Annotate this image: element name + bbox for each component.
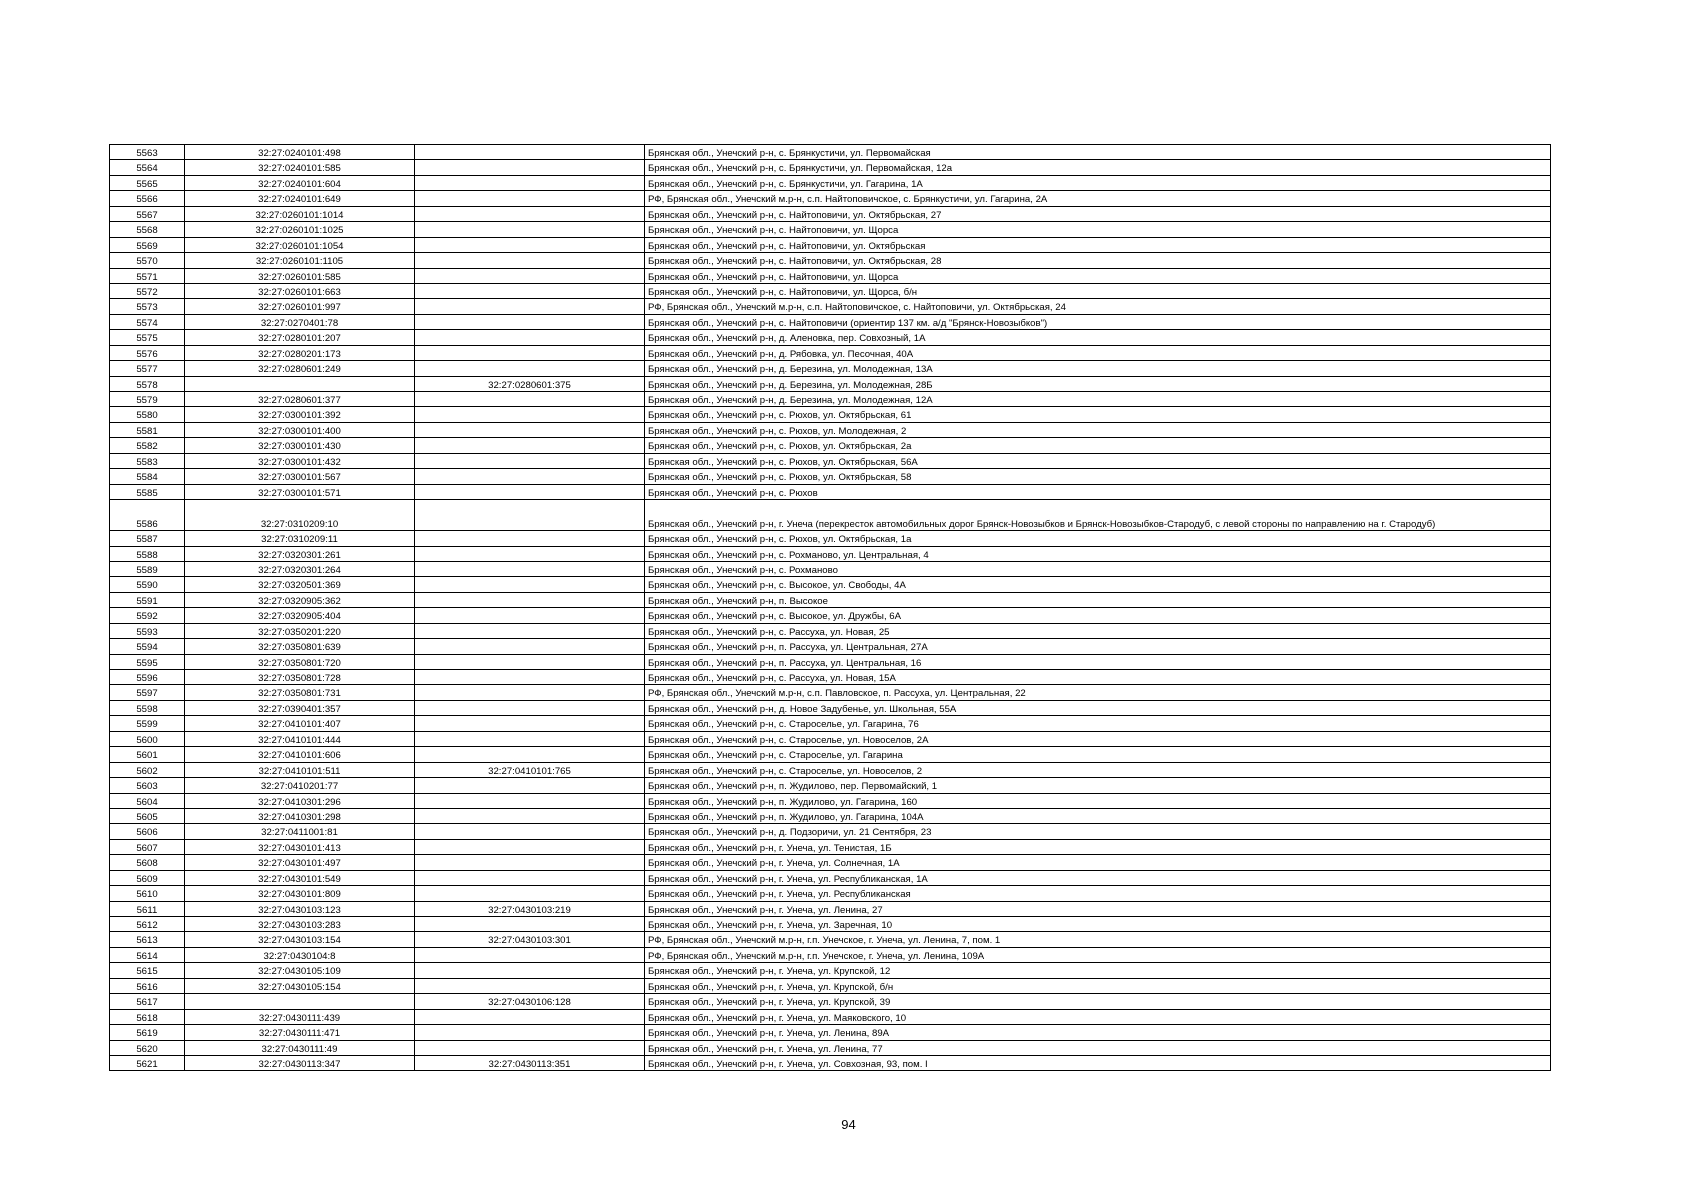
cadastral-number-cell: 32:27:0430111:49 xyxy=(185,1040,415,1055)
address-cell: Брянская обл., Унечский р-н, г. Унеча, ул. Заречная, 10 xyxy=(645,917,1551,932)
address-cell: Брянская обл., Унечский р-н, с. Староселье, ул. Новоселов, 2А xyxy=(645,731,1551,746)
cadastral-number-cell: 32:27:0300101:430 xyxy=(185,438,415,453)
address-cell: Брянская обл., Унечский р-н, п. Жудилово, ул. Гагарина, 160 xyxy=(645,793,1551,808)
table-row xyxy=(110,299,1551,314)
row-number-cell: 5608 xyxy=(110,855,185,870)
row-number-cell: 5576 xyxy=(110,345,185,360)
secondary-cadastral-cell xyxy=(415,1009,645,1024)
cadastral-number-cell: 32:27:0410201:77 xyxy=(185,778,415,793)
table-row xyxy=(110,716,1551,731)
table-row xyxy=(110,839,1551,854)
secondary-cadastral-cell xyxy=(415,438,645,453)
row-number-cell: 5573 xyxy=(110,299,185,314)
cadastral-number-cell: 32:27:0430104:8 xyxy=(185,947,415,962)
row-number-cell: 5567 xyxy=(110,206,185,221)
cadastral-number-cell: 32:27:0410101:606 xyxy=(185,747,415,762)
address-cell: Брянская обл., Унечский р-н, с. Рюхов xyxy=(645,484,1551,499)
cadastral-number-cell: 32:27:0300101:432 xyxy=(185,453,415,468)
address-cell: Брянская обл., Унечский р-н, г. Унеча, ул. Республиканская, 1А xyxy=(645,870,1551,885)
table-row xyxy=(110,531,1551,546)
cadastral-number-cell: 32:27:0300101:567 xyxy=(185,469,415,484)
address-cell: Брянская обл., Унечский р-н, д. Новое Задубенье, ул. Школьная, 55А xyxy=(645,700,1551,715)
cadastral-number-cell: 32:27:0310209:11 xyxy=(185,531,415,546)
row-number-cell: 5598 xyxy=(110,700,185,715)
row-number-cell: 5580 xyxy=(110,407,185,422)
table-row xyxy=(110,824,1551,839)
cadastral-number-cell: 32:27:0280101:207 xyxy=(185,330,415,345)
table-row xyxy=(110,855,1551,870)
table-row xyxy=(110,762,1551,777)
cadastral-number-cell: 32:27:0430101:549 xyxy=(185,870,415,885)
cadastral-number-cell: 32:27:0410101:511 xyxy=(185,762,415,777)
table-row xyxy=(110,392,1551,407)
address-cell: Брянская обл., Унечский р-н, д. Березина, ул. Молодежная, 13А xyxy=(645,361,1551,376)
row-number-cell: 5582 xyxy=(110,438,185,453)
table-row xyxy=(110,561,1551,576)
table-row xyxy=(110,407,1551,422)
address-cell: Брянская обл., Унечский р-н, с. Староселье, ул. Новоселов, 2 xyxy=(645,762,1551,777)
secondary-cadastral-cell xyxy=(415,608,645,623)
address-cell: Брянская обл., Унечский р-н, г. Унеча, ул. Крупской, 12 xyxy=(645,963,1551,978)
address-cell: Брянская обл., Унечский р-н, д. Рябовка, ул. Песочная, 40А xyxy=(645,345,1551,360)
table-row xyxy=(110,145,1551,160)
secondary-cadastral-cell xyxy=(415,978,645,993)
table-row xyxy=(110,577,1551,592)
address-cell: Брянская обл., Унечский р-н, д. Березина, ул. Молодежная, 12А xyxy=(645,392,1551,407)
address-cell: Брянская обл., Унечский р-н, с. Староселье, ул. Гагарина, 76 xyxy=(645,716,1551,731)
cadastral-number-cell: 32:27:0300101:571 xyxy=(185,484,415,499)
secondary-cadastral-cell xyxy=(415,392,645,407)
secondary-cadastral-cell xyxy=(415,500,645,531)
address-cell: Брянская обл., Унечский р-н, с. Высокое, ул. Свободы, 4А xyxy=(645,577,1551,592)
address-cell: Брянская обл., Унечский р-н, с. Рохманово, ул. Центральная, 4 xyxy=(645,546,1551,561)
address-cell: Брянская обл., Унечский р-н, д. Березина, ул. Молодежная, 28Б xyxy=(645,376,1551,391)
address-cell: Брянская обл., Унечский р-н, с. Рюхов, ул. Октябрьская, 1а xyxy=(645,531,1551,546)
row-number-cell: 5618 xyxy=(110,1009,185,1024)
table-row xyxy=(110,592,1551,607)
row-number-cell: 5569 xyxy=(110,237,185,252)
address-cell: Брянская обл., Унечский р-н, д. Подзоричи, ул. 21 Сентября, 23 xyxy=(645,824,1551,839)
cadastral-number-cell: 32:27:0430103:283 xyxy=(185,917,415,932)
cadastral-number-cell: 32:27:0430103:154 xyxy=(185,932,415,947)
cadastral-number-cell: 32:27:0430101:497 xyxy=(185,855,415,870)
cadastral-number-cell: 32:27:0410301:296 xyxy=(185,793,415,808)
cadastral-number-cell: 32:27:0320301:264 xyxy=(185,561,415,576)
secondary-cadastral-cell xyxy=(415,299,645,314)
secondary-cadastral-cell xyxy=(415,654,645,669)
row-number-cell: 5596 xyxy=(110,670,185,685)
secondary-cadastral-cell xyxy=(415,700,645,715)
address-cell: Брянская обл., Унечский р-н, с. Брянкустичи, ул. Первомайская, 12а xyxy=(645,160,1551,175)
row-number-cell: 5570 xyxy=(110,253,185,268)
secondary-cadastral-cell xyxy=(415,283,645,298)
address-cell: Брянская обл., Унечский р-н, с. Найтоповичи, ул. Октябрьская, 28 xyxy=(645,253,1551,268)
secondary-cadastral-cell: 32:27:0430106:128 xyxy=(415,994,645,1009)
address-cell: Брянская обл., Унечский р-н, с. Найтоповичи, ул. Щорса, б/н xyxy=(645,283,1551,298)
row-number-cell: 5572 xyxy=(110,283,185,298)
row-number-cell: 5621 xyxy=(110,1055,185,1070)
secondary-cadastral-cell xyxy=(415,917,645,932)
table-row xyxy=(110,345,1551,360)
row-number-cell: 5592 xyxy=(110,608,185,623)
address-cell: Брянская обл., Унечский р-н, г. Унеча, ул. Крупской, 39 xyxy=(645,994,1551,1009)
table-row xyxy=(110,870,1551,885)
table-row xyxy=(110,1055,1551,1070)
row-number-cell: 5571 xyxy=(110,268,185,283)
table-row xyxy=(110,608,1551,623)
secondary-cadastral-cell xyxy=(415,855,645,870)
row-number-cell: 5588 xyxy=(110,546,185,561)
row-number-cell: 5616 xyxy=(110,978,185,993)
address-cell: РФ, Брянская обл., Унечский м.р-н, г.п. Унечское, г. Унеча, ул. Ленина, 7, пом. 1 xyxy=(645,932,1551,947)
cadastral-number-cell: 32:27:0320501:369 xyxy=(185,577,415,592)
secondary-cadastral-cell: 32:27:0430103:301 xyxy=(415,932,645,947)
table-row xyxy=(110,886,1551,901)
row-number-cell: 5605 xyxy=(110,808,185,823)
address-cell: Брянская обл., Унечский р-н, г. Унеча, ул. Ленина, 77 xyxy=(645,1040,1551,1055)
row-number-cell: 5581 xyxy=(110,422,185,437)
table-row xyxy=(110,700,1551,715)
cadastral-number-cell: 32:27:0430111:439 xyxy=(185,1009,415,1024)
table-row xyxy=(110,222,1551,237)
row-number-cell: 5568 xyxy=(110,222,185,237)
secondary-cadastral-cell xyxy=(415,685,645,700)
row-number-cell: 5607 xyxy=(110,839,185,854)
table-row xyxy=(110,917,1551,932)
secondary-cadastral-cell xyxy=(415,778,645,793)
address-cell: Брянская обл., Унечский р-н, г. Унеча, ул. Маяковского, 10 xyxy=(645,1009,1551,1024)
table-row xyxy=(110,422,1551,437)
row-number-cell: 5565 xyxy=(110,175,185,190)
secondary-cadastral-cell xyxy=(415,407,645,422)
row-number-cell: 5590 xyxy=(110,577,185,592)
cadastral-number-cell: 32:27:0300101:392 xyxy=(185,407,415,422)
table-row xyxy=(110,947,1551,962)
secondary-cadastral-cell xyxy=(415,237,645,252)
secondary-cadastral-cell xyxy=(415,145,645,160)
cadastral-number-cell: 32:27:0350801:639 xyxy=(185,639,415,654)
secondary-cadastral-cell xyxy=(415,206,645,221)
secondary-cadastral-cell xyxy=(415,808,645,823)
table-row xyxy=(110,901,1551,916)
cadastral-number-cell: 32:27:0430105:109 xyxy=(185,963,415,978)
secondary-cadastral-cell xyxy=(415,330,645,345)
cadastral-number-cell: 32:27:0410101:444 xyxy=(185,731,415,746)
cadastral-number-cell: 32:27:0260101:1025 xyxy=(185,222,415,237)
cadastral-number-cell: 32:27:0240101:649 xyxy=(185,191,415,206)
row-number-cell: 5611 xyxy=(110,901,185,916)
secondary-cadastral-cell xyxy=(415,670,645,685)
cadastral-number-cell xyxy=(185,376,415,391)
address-cell: Брянская обл., Унечский р-н, п. Рассуха, ул. Центральная, 27А xyxy=(645,639,1551,654)
row-number-cell: 5615 xyxy=(110,963,185,978)
address-cell: Брянская обл., Унечский р-н, с. Староселье, ул. Гагарина xyxy=(645,747,1551,762)
table-row xyxy=(110,963,1551,978)
row-number-cell: 5564 xyxy=(110,160,185,175)
secondary-cadastral-cell xyxy=(415,747,645,762)
secondary-cadastral-cell xyxy=(415,469,645,484)
address-cell: РФ, Брянская обл., Унечский м.р-н, с.п. Найтоповичское, с. Найтоповичи, ул. Октябрьская, 24 xyxy=(645,299,1551,314)
row-number-cell: 5610 xyxy=(110,886,185,901)
cadastral-number-cell: 32:27:0300101:400 xyxy=(185,422,415,437)
address-cell: Брянская обл., Унечский р-н, с. Рюхов, ул. Октябрьская, 2а xyxy=(645,438,1551,453)
address-cell: Брянская обл., Унечский р-н, с. Рюхов, ул. Молодежная, 2 xyxy=(645,422,1551,437)
secondary-cadastral-cell xyxy=(415,870,645,885)
table-row xyxy=(110,778,1551,793)
secondary-cadastral-cell xyxy=(415,361,645,376)
secondary-cadastral-cell xyxy=(415,268,645,283)
secondary-cadastral-cell xyxy=(415,422,645,437)
table-row xyxy=(110,731,1551,746)
table-row xyxy=(110,793,1551,808)
row-number-cell: 5619 xyxy=(110,1025,185,1040)
address-cell: Брянская обл., Унечский р-н, с. Найтоповичи (ориентир 137 км. а/д "Брянск-Новозыбков") xyxy=(645,314,1551,329)
address-cell: Брянская обл., Унечский р-н, с. Найтоповичи, ул. Щорса xyxy=(645,268,1551,283)
address-cell: Брянская обл., Унечский р-н, с. Брянкустичи, ул. Первомайская xyxy=(645,145,1551,160)
secondary-cadastral-cell xyxy=(415,253,645,268)
secondary-cadastral-cell xyxy=(415,345,645,360)
cadastral-number-cell: 32:27:0310209:10 xyxy=(185,500,415,531)
address-cell: Брянская обл., Унечский р-н, г. Унеча, ул. Ленина, 27 xyxy=(645,901,1551,916)
table-row xyxy=(110,438,1551,453)
table-row xyxy=(110,484,1551,499)
table-row xyxy=(110,283,1551,298)
secondary-cadastral-cell xyxy=(415,160,645,175)
table-row xyxy=(110,160,1551,175)
cadastral-number-cell: 32:27:0350801:731 xyxy=(185,685,415,700)
table-row xyxy=(110,175,1551,190)
row-number-cell: 5589 xyxy=(110,561,185,576)
address-cell: Брянская обл., Унечский р-н, г. Унеча, ул. Ленина, 89А xyxy=(645,1025,1551,1040)
cadastral-number-cell: 32:27:0260101:997 xyxy=(185,299,415,314)
secondary-cadastral-cell: 32:27:0430113:351 xyxy=(415,1055,645,1070)
row-number-cell: 5609 xyxy=(110,870,185,885)
table-row xyxy=(110,978,1551,993)
row-number-cell: 5587 xyxy=(110,531,185,546)
secondary-cadastral-cell xyxy=(415,561,645,576)
address-cell: Брянская обл., Унечский р-н, с. Рассуха, ул. Новая, 25 xyxy=(645,623,1551,638)
address-cell: Брянская обл., Унечский р-н, п. Жудилово, ул. Гагарина, 104А xyxy=(645,808,1551,823)
row-number-cell: 5566 xyxy=(110,191,185,206)
address-cell: Брянская обл., Унечский р-н, с. Рохманово xyxy=(645,561,1551,576)
row-number-cell: 5586 xyxy=(110,500,185,531)
address-cell: Брянская обл., Унечский р-н, с. Найтоповичи, ул. Октябрьская xyxy=(645,237,1551,252)
cadastral-number-cell: 32:27:0430111:471 xyxy=(185,1025,415,1040)
address-cell: Брянская обл., Унечский р-н, г. Унеча, ул. Тенистая, 1Б xyxy=(645,839,1551,854)
cadastral-number-cell: 32:27:0280601:249 xyxy=(185,361,415,376)
address-cell: Брянская обл., Унечский р-н, с. Найтоповичи, ул. Щорса xyxy=(645,222,1551,237)
secondary-cadastral-cell xyxy=(415,577,645,592)
table-row xyxy=(110,500,1551,531)
row-number-cell: 5585 xyxy=(110,484,185,499)
cadastral-number-cell: 32:27:0260101:663 xyxy=(185,283,415,298)
address-cell: Брянская обл., Унечский р-н, с. Брянкустичи, ул. Гагарина, 1А xyxy=(645,175,1551,190)
secondary-cadastral-cell xyxy=(415,453,645,468)
row-number-cell: 5591 xyxy=(110,592,185,607)
table-row xyxy=(110,1040,1551,1055)
row-number-cell: 5599 xyxy=(110,716,185,731)
address-cell: Брянская обл., Унечский р-н, с. Высокое, ул. Дружбы, 6А xyxy=(645,608,1551,623)
row-number-cell: 5563 xyxy=(110,145,185,160)
secondary-cadastral-cell: 32:27:0410101:765 xyxy=(415,762,645,777)
registry-table-body xyxy=(110,145,1551,1071)
address-cell: Брянская обл., Унечский р-н, с. Найтоповичи, ул. Октябрьская, 27 xyxy=(645,206,1551,221)
address-cell: Брянская обл., Унечский р-н, д. Аленовка, пер. Совхозный, 1А xyxy=(645,330,1551,345)
row-number-cell: 5603 xyxy=(110,778,185,793)
cadastral-number-cell: 32:27:0390401:357 xyxy=(185,700,415,715)
secondary-cadastral-cell xyxy=(415,592,645,607)
table-row xyxy=(110,237,1551,252)
table-row xyxy=(110,670,1551,685)
secondary-cadastral-cell xyxy=(415,716,645,731)
secondary-cadastral-cell xyxy=(415,839,645,854)
secondary-cadastral-cell xyxy=(415,175,645,190)
address-cell: Брянская обл., Унечский р-н, г. Унеча, ул. Крупской, б/н xyxy=(645,978,1551,993)
cadastral-number-cell xyxy=(185,994,415,1009)
row-number-cell: 5593 xyxy=(110,623,185,638)
page-number: 94 xyxy=(841,1117,856,1132)
cadastral-number-cell: 32:27:0350201:220 xyxy=(185,623,415,638)
secondary-cadastral-cell xyxy=(415,963,645,978)
secondary-cadastral-cell: 32:27:0280601:375 xyxy=(415,376,645,391)
table-row xyxy=(110,268,1551,283)
row-number-cell: 5578 xyxy=(110,376,185,391)
table-row xyxy=(110,623,1551,638)
row-number-cell: 5620 xyxy=(110,1040,185,1055)
table-row xyxy=(110,206,1551,221)
table-row xyxy=(110,469,1551,484)
cadastral-number-cell: 32:27:0430105:154 xyxy=(185,978,415,993)
cadastral-number-cell: 32:27:0260101:1054 xyxy=(185,237,415,252)
row-number-cell: 5606 xyxy=(110,824,185,839)
secondary-cadastral-cell xyxy=(415,531,645,546)
cadastral-number-cell: 32:27:0430101:809 xyxy=(185,886,415,901)
address-cell: Брянская обл., Унечский р-н, с. Рюхов, ул. Октябрьская, 61 xyxy=(645,407,1551,422)
cadastral-number-cell: 32:27:0430103:123 xyxy=(185,901,415,916)
cadastral-number-cell: 32:27:0260101:1014 xyxy=(185,206,415,221)
table-row xyxy=(110,747,1551,762)
row-number-cell: 5602 xyxy=(110,762,185,777)
row-number-cell: 5579 xyxy=(110,392,185,407)
address-cell: РФ, Брянская обл., Унечский м.р-н, с.п. Павловское, п. Рассуха, ул. Центральная, 22 xyxy=(645,685,1551,700)
secondary-cadastral-cell xyxy=(415,947,645,962)
secondary-cadastral-cell xyxy=(415,731,645,746)
address-cell: Брянская обл., Унечский р-н, г. Унеча, ул. Совхозная, 93, пом. I xyxy=(645,1055,1551,1070)
secondary-cadastral-cell: 32:27:0430103:219 xyxy=(415,901,645,916)
table-row xyxy=(110,1025,1551,1040)
row-number-cell: 5612 xyxy=(110,917,185,932)
cadastral-number-cell: 32:27:0350801:728 xyxy=(185,670,415,685)
cadastral-number-cell: 32:27:0260101:1105 xyxy=(185,253,415,268)
table-row xyxy=(110,314,1551,329)
table-row xyxy=(110,376,1551,391)
secondary-cadastral-cell xyxy=(415,623,645,638)
cadastral-number-cell: 32:27:0270401:78 xyxy=(185,314,415,329)
table-row xyxy=(110,932,1551,947)
table-row xyxy=(110,546,1551,561)
row-number-cell: 5594 xyxy=(110,639,185,654)
address-cell: Брянская обл., Унечский р-н, г. Унеча, ул. Солнечная, 1А xyxy=(645,855,1551,870)
secondary-cadastral-cell xyxy=(415,222,645,237)
table-row xyxy=(110,453,1551,468)
row-number-cell: 5604 xyxy=(110,793,185,808)
table-row xyxy=(110,330,1551,345)
secondary-cadastral-cell xyxy=(415,793,645,808)
row-number-cell: 5595 xyxy=(110,654,185,669)
secondary-cadastral-cell xyxy=(415,886,645,901)
address-cell: Брянская обл., Унечский р-н, п. Жудилово, пер. Первомайский, 1 xyxy=(645,778,1551,793)
secondary-cadastral-cell xyxy=(415,1040,645,1055)
cadastral-number-cell: 32:27:0430101:413 xyxy=(185,839,415,854)
address-cell: Брянская обл., Унечский р-н, с. Рюхов, ул. Октябрьская, 56А xyxy=(645,453,1551,468)
cadastral-number-cell: 32:27:0240101:585 xyxy=(185,160,415,175)
address-cell: Брянская обл., Унечский р-н, п. Высокое xyxy=(645,592,1551,607)
cadastral-number-cell: 32:27:0411001:81 xyxy=(185,824,415,839)
row-number-cell: 5583 xyxy=(110,453,185,468)
row-number-cell: 5600 xyxy=(110,731,185,746)
cadastral-number-cell: 32:27:0260101:585 xyxy=(185,268,415,283)
secondary-cadastral-cell xyxy=(415,546,645,561)
secondary-cadastral-cell xyxy=(415,639,645,654)
table-row xyxy=(110,654,1551,669)
row-number-cell: 5617 xyxy=(110,994,185,1009)
address-cell: РФ, Брянская обл., Унечский м.р-н, г.п. Унечское, г. Унеча, ул. Ленина, 109А xyxy=(645,947,1551,962)
table-row xyxy=(110,361,1551,376)
row-number-cell: 5584 xyxy=(110,469,185,484)
address-cell: Брянская обл., Унечский р-н, г. Унеча, ул. Республиканская xyxy=(645,886,1551,901)
registry-table xyxy=(109,144,1551,1071)
cadastral-number-cell: 32:27:0320905:362 xyxy=(185,592,415,607)
cadastral-number-cell: 32:27:0240101:498 xyxy=(185,145,415,160)
cadastral-number-cell: 32:27:0410301:298 xyxy=(185,808,415,823)
table-row xyxy=(110,994,1551,1009)
cadastral-number-cell: 32:27:0280201:173 xyxy=(185,345,415,360)
cadastral-number-cell: 32:27:0350801:720 xyxy=(185,654,415,669)
address-cell: Брянская обл., Унечский р-н, с. Рюхов, ул. Октябрьская, 58 xyxy=(645,469,1551,484)
row-number-cell: 5574 xyxy=(110,314,185,329)
secondary-cadastral-cell xyxy=(415,191,645,206)
secondary-cadastral-cell xyxy=(415,824,645,839)
secondary-cadastral-cell xyxy=(415,1025,645,1040)
address-cell: РФ, Брянская обл., Унечский м.р-н, с.п. Найтоповичское, с. Брянкустичи, ул. Гагарина, 2А xyxy=(645,191,1551,206)
table-row xyxy=(110,191,1551,206)
cadastral-number-cell: 32:27:0430113:347 xyxy=(185,1055,415,1070)
row-number-cell: 5575 xyxy=(110,330,185,345)
cadastral-number-cell: 32:27:0320301:261 xyxy=(185,546,415,561)
table-row xyxy=(110,639,1551,654)
secondary-cadastral-cell xyxy=(415,314,645,329)
row-number-cell: 5613 xyxy=(110,932,185,947)
address-cell: Брянская обл., Унечский р-н, г. Унеча (перекресток автомобильных дорог Брянск-Новозыбков и Брянск-Новозыбков-Стародуб, с левой стороны по направлению на г. Стародуб) xyxy=(645,500,1551,531)
address-cell: Брянская обл., Унечский р-н, с. Рассуха, ул. Новая, 15А xyxy=(645,670,1551,685)
table-row xyxy=(110,253,1551,268)
cadastral-number-cell: 32:27:0320905:404 xyxy=(185,608,415,623)
cadastral-number-cell: 32:27:0240101:604 xyxy=(185,175,415,190)
row-number-cell: 5601 xyxy=(110,747,185,762)
row-number-cell: 5577 xyxy=(110,361,185,376)
cadastral-number-cell: 32:27:0280601:377 xyxy=(185,392,415,407)
address-cell: Брянская обл., Унечский р-н, п. Рассуха, ул. Центральная, 16 xyxy=(645,654,1551,669)
secondary-cadastral-cell xyxy=(415,484,645,499)
table-row xyxy=(110,808,1551,823)
row-number-cell: 5614 xyxy=(110,947,185,962)
cadastral-number-cell: 32:27:0410101:407 xyxy=(185,716,415,731)
row-number-cell: 5597 xyxy=(110,685,185,700)
table-row xyxy=(110,1009,1551,1024)
table-row xyxy=(110,685,1551,700)
